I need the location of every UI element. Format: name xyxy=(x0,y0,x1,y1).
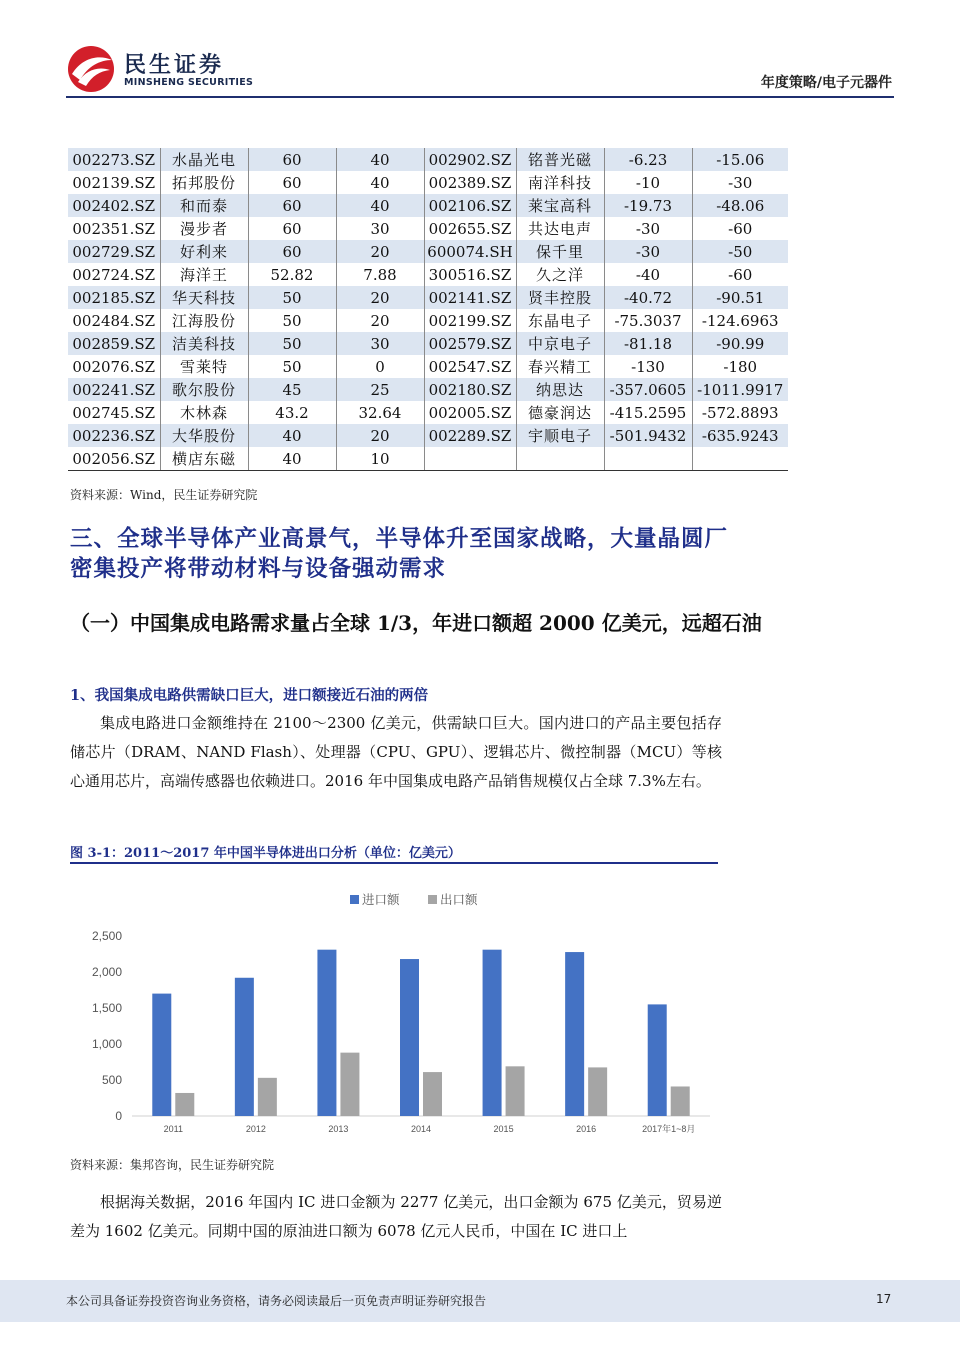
table-cell: 德豪润达 xyxy=(516,401,604,424)
subsection-heading: （一）中国集成电路需求量占全球 1/3，年进口额超 2000 亿美元，远超石油 xyxy=(70,611,762,635)
table-cell: 海洋王 xyxy=(160,263,248,286)
table-cell: 7.88 xyxy=(336,263,424,286)
bar-export xyxy=(258,1078,277,1116)
table-cell: -40.72 xyxy=(604,286,692,309)
table-row xyxy=(68,332,788,355)
table-cell: -124.6963 xyxy=(692,309,788,332)
bar-export xyxy=(423,1072,442,1116)
bar-export xyxy=(175,1093,194,1116)
stock-table xyxy=(68,148,788,471)
table-row xyxy=(68,424,788,447)
table-cell: -180 xyxy=(692,355,788,378)
table-cell: 25 xyxy=(336,378,424,401)
table-row xyxy=(68,286,788,309)
table-cell: 600074.SH xyxy=(424,240,516,263)
bar-export xyxy=(671,1086,690,1116)
import-export-bar-chart xyxy=(70,884,720,1144)
table-cell: 002547.SZ xyxy=(424,355,516,378)
legend-swatch xyxy=(350,895,359,904)
bar-import xyxy=(400,959,419,1116)
table-cell: 52.82 xyxy=(248,263,336,286)
table-cell: 莱宝高科 xyxy=(516,194,604,217)
y-tick-label: 1,000 xyxy=(91,1037,122,1051)
table-cell: 南洋科技 xyxy=(516,171,604,194)
table-row xyxy=(68,378,788,401)
legend-swatch xyxy=(428,895,437,904)
table-cell: 002241.SZ xyxy=(68,378,160,401)
table-cell: -415.2595 xyxy=(604,401,692,424)
table-cell: 002579.SZ xyxy=(424,332,516,355)
x-tick-label: 2013 xyxy=(328,1124,349,1134)
table-cell: -90.51 xyxy=(692,286,788,309)
bar-import xyxy=(152,994,171,1116)
table-cell: 002402.SZ xyxy=(68,194,160,217)
table-cell: 002139.SZ xyxy=(72,173,156,192)
bar-export xyxy=(340,1053,359,1116)
table-row xyxy=(68,447,788,471)
table-row xyxy=(68,401,788,424)
table-cell: 002729.SZ xyxy=(68,240,160,263)
report-category: 年度策略/电子元器件 xyxy=(760,75,892,91)
x-tick-label: 2015 xyxy=(493,1124,514,1134)
table-row xyxy=(68,171,788,194)
table-cell: 40 xyxy=(336,194,424,217)
table-cell: -75.3037 xyxy=(604,309,692,332)
table-cell: 50 xyxy=(248,286,336,309)
table-row xyxy=(68,240,788,263)
table-cell: 50 xyxy=(248,332,336,355)
table-cell: 铭普光磁 xyxy=(516,148,604,171)
point-heading: 1、我国集成电路供需缺口巨大，进口额接近石油的两倍 xyxy=(70,687,429,704)
y-tick-label: 1,500 xyxy=(91,1001,122,1015)
table-cell: 002180.SZ xyxy=(424,378,516,401)
table-cell: 002902.SZ xyxy=(424,148,516,171)
legend-label: 进口额 xyxy=(362,892,400,907)
body-paragraph-2: 根据海关数据，2016 年国内 IC 进口金额为 2277 亿美元，出口金额为 675 亿美元，贸易逆差为 1602 亿美元。同期中国的原油进口额为 6078 亿元人民币，中国在 IC 进口上 xyxy=(70,1193,722,1240)
table-cell: -60 xyxy=(692,217,788,240)
table-cell xyxy=(692,447,788,471)
bar-import xyxy=(317,950,336,1116)
table-cell: 和而泰 xyxy=(160,194,248,217)
x-tick-label: 2012 xyxy=(245,1124,266,1134)
table-cell: 20 xyxy=(336,424,424,447)
table-row xyxy=(68,194,788,217)
table-cell xyxy=(604,447,692,471)
table-cell: 洁美科技 xyxy=(160,332,248,355)
table-cell: 拓邦股份 xyxy=(160,171,248,194)
logo-chinese-name: 民生证券 xyxy=(124,53,225,78)
table-cell: 贤丰控股 xyxy=(516,286,604,309)
table-cell: 好利来 xyxy=(160,240,248,263)
table-cell: 60 xyxy=(248,171,336,194)
table-cell: 002351.SZ xyxy=(72,219,156,238)
table-cell: -30 xyxy=(604,217,692,240)
table-cell: 30 xyxy=(336,217,424,240)
y-tick-label: 500 xyxy=(101,1073,122,1087)
table-cell: 50 xyxy=(248,309,336,332)
table-cell: -19.73 xyxy=(604,194,692,217)
table-cell: 春兴精工 xyxy=(516,355,604,378)
table-cell: 43.2 xyxy=(248,401,336,424)
table-cell: 50 xyxy=(248,355,336,378)
table-cell: 002236.SZ xyxy=(68,424,160,447)
x-tick-label: 2011 xyxy=(163,1124,183,1134)
table-cell: 002199.SZ xyxy=(424,309,516,332)
table-cell: -48.06 xyxy=(692,194,788,217)
table-cell: 歌尔股份 xyxy=(160,378,248,401)
bar-export xyxy=(588,1067,607,1116)
table-cell: -130 xyxy=(604,355,692,378)
table-cell: 雪莱特 xyxy=(160,355,248,378)
footer-disclaimer: 本公司具备证券投资咨询业务资格，请务必阅读最后一页免责声明证券研究报告 xyxy=(66,1294,487,1308)
table-cell: -15.06 xyxy=(692,148,788,171)
x-tick-label: 2014 xyxy=(410,1124,432,1134)
y-tick-label: 2,000 xyxy=(91,965,122,979)
table-cell: 002724.SZ xyxy=(72,265,156,284)
bar-export xyxy=(506,1066,525,1116)
table-cell: -60 xyxy=(692,263,788,286)
table-cell xyxy=(516,447,604,471)
table-cell: -30 xyxy=(604,240,692,263)
table-cell: -501.9432 xyxy=(604,424,692,447)
table-cell: -6.23 xyxy=(604,148,692,171)
figure-source: 资料来源：集邦咨询，民生证券研究院 xyxy=(70,1158,275,1172)
table-row xyxy=(68,263,788,286)
table-cell: 0 xyxy=(336,355,424,378)
table-cell: 002185.SZ xyxy=(68,286,160,309)
table-cell xyxy=(424,447,516,471)
table-cell: -90.99 xyxy=(692,332,788,355)
x-tick-label: 2016 xyxy=(576,1124,597,1134)
table-cell: -50 xyxy=(692,240,788,263)
legend-label: 出口额 xyxy=(440,892,478,907)
page-number: 17 xyxy=(876,1292,892,1306)
table-cell: 60 xyxy=(248,194,336,217)
table-cell: 久之洋 xyxy=(516,263,604,286)
table-cell: -30 xyxy=(692,171,788,194)
table-cell: 40 xyxy=(336,148,424,171)
table-cell: 60 xyxy=(248,217,336,240)
table-cell: 002859.SZ xyxy=(68,332,160,355)
table-cell: 20 xyxy=(336,240,424,263)
table-cell: -1011.9917 xyxy=(692,378,788,401)
x-tick-label: 2017年1~8月 xyxy=(642,1124,696,1134)
table-cell: 002745.SZ xyxy=(72,403,156,422)
table-cell: 华天科技 xyxy=(160,286,248,309)
table-cell: 002076.SZ xyxy=(72,357,156,376)
body-paragraph: 集成电路进口金额维持在 2100～2300 亿美元，供需缺口巨大。国内进口的产品主要包括存储芯片（DRAM、NAND Flash）、处理器（CPU、GPU）、逻辑芯片、微控制器（MCU）等核心通用芯片，高端传感器也依赖进口。2016 年中国集成电路产品销售规模仅占全球 7.3%左右。 xyxy=(70,714,722,790)
header-divider xyxy=(66,96,894,98)
table-cell: 大华股份 xyxy=(160,424,248,447)
table-cell: 002273.SZ xyxy=(68,148,160,171)
table-cell: 纳思达 xyxy=(516,378,604,401)
table-cell: 江海股份 xyxy=(160,309,248,332)
table-row xyxy=(68,309,788,332)
table-cell: 共达电声 xyxy=(516,217,604,240)
table-cell: 漫步者 xyxy=(160,217,248,240)
table-cell: 002056.SZ xyxy=(68,447,160,471)
table-cell: 东晶电子 xyxy=(516,309,604,332)
table-cell: 32.64 xyxy=(336,401,424,424)
table-cell: 20 xyxy=(336,309,424,332)
table-cell: 002289.SZ xyxy=(424,424,516,447)
table-cell: 45 xyxy=(248,378,336,401)
table-cell: -10 xyxy=(604,171,692,194)
table-cell: 60 xyxy=(248,240,336,263)
table-cell: 40 xyxy=(248,424,336,447)
table-cell: 002141.SZ xyxy=(424,286,516,309)
table-cell: 30 xyxy=(336,332,424,355)
table-cell: 40 xyxy=(248,447,336,471)
table-cell: 002106.SZ xyxy=(424,194,516,217)
table-cell: -572.8893 xyxy=(692,401,788,424)
bar-import xyxy=(565,952,584,1116)
bar-import xyxy=(648,1004,667,1116)
table-cell: 10 xyxy=(336,447,424,471)
table-cell: 保千里 xyxy=(516,240,604,263)
section-heading: 三、全球半导体产业高景气，半导体升至国家战略，大量晶圆厂密集投产将带动材料与设备强动需求 xyxy=(70,526,729,582)
logo-english-name: MINSHENG SECURITIES xyxy=(124,77,254,88)
bar-import xyxy=(483,950,502,1116)
table-cell: 002389.SZ xyxy=(424,171,516,194)
table-cell: -635.9243 xyxy=(692,424,788,447)
y-tick-label: 2,500 xyxy=(91,929,122,943)
minsheng-logo-icon xyxy=(66,44,116,94)
table-cell: 002005.SZ xyxy=(424,401,516,424)
table-cell: 横店东磁 xyxy=(160,447,248,471)
table-cell: 水晶光电 xyxy=(160,148,248,171)
table-cell: 中京电子 xyxy=(516,332,604,355)
table-cell: -81.18 xyxy=(604,332,692,355)
table-row xyxy=(68,148,788,171)
figure-title: 图 3-1：2011～2017 年中国半导体进出口分析（单位：亿美元） xyxy=(70,846,461,861)
table-cell: -357.0605 xyxy=(604,378,692,401)
table-source: 资料来源：Wind，民生证券研究院 xyxy=(70,488,258,502)
bar-import xyxy=(235,978,254,1116)
figure-divider xyxy=(70,862,718,864)
y-tick-label: 0 xyxy=(115,1109,122,1123)
table-cell: 木林森 xyxy=(160,401,248,424)
table-cell: 300516.SZ xyxy=(424,263,516,286)
table-cell: 40 xyxy=(336,171,424,194)
table-row xyxy=(68,355,788,378)
table-cell: 60 xyxy=(248,148,336,171)
table-cell: 宇顺电子 xyxy=(516,424,604,447)
table-cell: 002655.SZ xyxy=(424,217,516,240)
table-cell: -40 xyxy=(604,263,692,286)
table-cell: 20 xyxy=(336,286,424,309)
table-row xyxy=(68,217,788,240)
table-cell: 002484.SZ xyxy=(72,311,156,330)
